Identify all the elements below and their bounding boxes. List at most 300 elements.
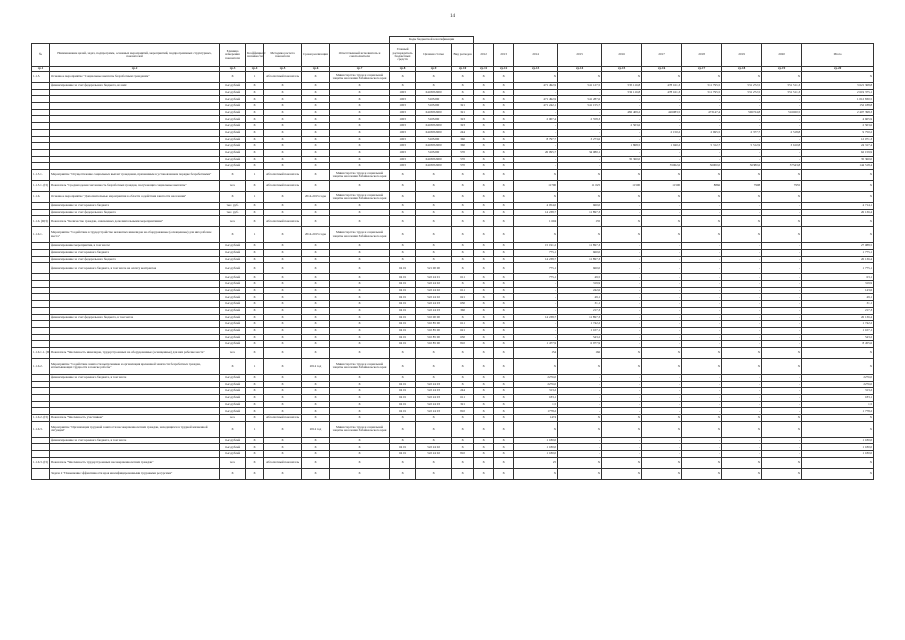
column-index: гр.4: [246, 67, 264, 72]
table-cell: -: [602, 321, 642, 328]
table-cell: [50, 143, 220, 150]
table-cell: тыс.рублей: [220, 89, 246, 96]
table-cell: 319,9: [558, 281, 602, 288]
table-cell: X: [494, 281, 514, 288]
table-cell: -: [558, 388, 602, 395]
table-cell: -: [722, 281, 762, 288]
table-cell: -: [602, 301, 642, 308]
table-cell: 26 136,4: [802, 209, 874, 216]
table-cell: тыс.рублей: [220, 307, 246, 314]
table-row: [32, 116, 874, 123]
table-cell: X: [246, 415, 264, 422]
table-body: [32, 72, 874, 480]
table-row: [32, 216, 874, 227]
table-cell: X: [514, 191, 558, 202]
table-cell: 11 897,3: [558, 209, 602, 216]
table-cell: 1.1.5.: [32, 72, 50, 83]
table-cell: X: [474, 216, 494, 227]
table-cell: [50, 395, 220, 402]
table-cell: тыс.рублей: [220, 250, 246, 257]
table-cell: 2 558,3: [558, 116, 602, 123]
table-cell: -: [602, 437, 642, 444]
table-cell: 6418052900: [416, 143, 452, 150]
table-cell: -: [722, 314, 762, 321]
table-cell: -: [602, 294, 642, 301]
table-cell: X: [474, 415, 494, 422]
table-cell: 04 01: [390, 395, 416, 402]
table-cell: X: [330, 437, 390, 444]
table-cell: [32, 401, 50, 408]
table-cell: 1: [246, 358, 264, 374]
table-cell: [32, 444, 50, 451]
table-cell: Мероприятие "Содействие в трудоустройстве незанятых инвалидов на оборудованные (оснащенные) для них рабочие места": [50, 227, 220, 243]
table-cell: 471 492,9: [514, 83, 558, 90]
table-cell: -: [722, 381, 762, 388]
page-number: 14: [450, 14, 455, 19]
table-cell: 360: [452, 307, 474, 314]
table-cell: X: [390, 243, 416, 250]
table-cell: X: [264, 388, 302, 395]
table-cell: X: [802, 457, 874, 468]
table-cell: -: [642, 444, 682, 451]
table-cell: X: [602, 421, 642, 437]
table-cell: X: [474, 395, 494, 402]
column-index: гр.12: [494, 67, 514, 72]
budget-codes-header: Коды бюджетной классификации: [390, 37, 474, 44]
table-cell: -: [722, 301, 762, 308]
table-cell: X: [722, 227, 762, 243]
table-cell: X: [558, 358, 602, 374]
table-cell: 810: [452, 408, 474, 415]
table-cell: 04 01: [390, 327, 416, 334]
table-cell: X: [390, 72, 416, 83]
table-cell: Министерство труда и социальной защиты населения Забайкальского края: [330, 169, 390, 180]
table-cell: -: [682, 202, 722, 209]
table-cell: тыс. руб.: [220, 202, 246, 209]
table-cell: X: [602, 227, 642, 243]
table-row: [32, 281, 874, 288]
table-cell: X: [494, 149, 514, 156]
table-cell: -: [682, 327, 722, 334]
table-cell: X: [494, 83, 514, 90]
table-cell: X: [416, 415, 452, 422]
table-cell: X: [682, 347, 722, 358]
table-cell: тыс.рублей: [220, 96, 246, 103]
table-cell: -: [558, 163, 602, 170]
table-cell: Основное мероприятие "Социальные выплаты безработным гражданам": [50, 72, 220, 83]
table-cell: 6418052900: [416, 109, 452, 116]
table-cell: X: [330, 180, 390, 191]
table-cell: -: [762, 334, 802, 341]
table-cell: X: [330, 129, 390, 136]
table-cell: -: [762, 281, 802, 288]
table-row: [32, 327, 874, 334]
table-cell: [50, 321, 220, 328]
table-cell: -: [558, 143, 602, 150]
table-cell: X: [416, 209, 452, 216]
table-cell: -: [602, 274, 642, 281]
table-cell: 810: [452, 341, 474, 348]
table-cell: 12 071,3: [802, 136, 874, 143]
table-cell: X: [302, 89, 330, 96]
table-cell: -: [558, 408, 602, 415]
table-cell: X: [330, 395, 390, 402]
table-cell: -: [722, 444, 762, 451]
table-cell: X: [494, 327, 514, 334]
column-header: Сроки реализации: [302, 44, 330, 67]
table-cell: 1.1.5.1.: [32, 169, 50, 180]
table-cell: X: [302, 103, 330, 110]
table-cell: 510 00 00: [416, 314, 452, 321]
table-cell: X: [494, 341, 514, 348]
table-cell: 166: [558, 347, 602, 358]
table-cell: X: [330, 123, 390, 130]
table-cell: X: [682, 415, 722, 422]
table-cell: -: [642, 116, 682, 123]
table-cell: Абсолютный показатель: [264, 180, 302, 191]
table-cell: X: [802, 358, 874, 374]
table-cell: 360: [452, 143, 474, 150]
table-cell: 6418052900: [416, 129, 452, 136]
table-cell: X: [330, 314, 390, 321]
table-cell: -: [722, 307, 762, 314]
table-row: [32, 227, 874, 243]
table-cell: Мероприятие "Осуществление социальных выплат гражданам, признанным в установленном порядке безработными": [50, 169, 220, 180]
table-cell: 2014 год: [302, 421, 330, 437]
table-cell: 1 477,9: [514, 341, 558, 348]
table-cell: [50, 156, 220, 163]
table-cell: X: [474, 374, 494, 381]
table-cell: 8866: [682, 180, 722, 191]
table-cell: X: [246, 256, 264, 263]
table-cell: X: [494, 96, 514, 103]
table-cell: 04 01: [390, 408, 416, 415]
table-cell: чел.: [220, 415, 246, 422]
table-cell: 2 695,5: [682, 129, 722, 136]
table-cell: X: [390, 468, 416, 479]
table-cell: -: [602, 149, 642, 156]
table-cell: X: [642, 468, 682, 479]
table-cell: X: [602, 358, 642, 374]
table-cell: 1 868,5: [602, 143, 642, 150]
table-cell: X: [246, 395, 264, 402]
table-cell: 660,0: [558, 263, 602, 274]
table-cell: 1: [246, 72, 264, 83]
table-cell: -: [682, 209, 722, 216]
table-cell: X: [302, 116, 330, 123]
table-cell: тыс.рублей: [220, 451, 246, 458]
table-cell: X: [246, 83, 264, 90]
table-cell: [32, 243, 50, 250]
table-cell: -: [514, 301, 558, 308]
table-cell: 775,1: [514, 250, 558, 257]
table-row: [32, 129, 874, 136]
table-cell: X: [452, 216, 474, 227]
table-cell: X: [682, 72, 722, 83]
table-cell: 516020,5: [762, 109, 802, 116]
table-cell: X: [246, 307, 264, 314]
column-index: гр.1: [32, 67, 50, 72]
table-cell: [50, 341, 220, 348]
table-cell: X: [474, 263, 494, 274]
table-cell: -: [558, 89, 602, 96]
table-cell: X: [642, 358, 682, 374]
table-cell: -: [722, 116, 762, 123]
table-cell: 37543,8: [762, 163, 802, 170]
table-cell: X: [452, 314, 474, 321]
table-cell: -: [762, 401, 802, 408]
table-cell: X: [246, 381, 264, 388]
table-cell: -: [682, 301, 722, 308]
table-cell: 510 85 00: [416, 321, 452, 328]
table-cell: X: [474, 109, 494, 116]
table-cell: -: [682, 274, 722, 281]
column-index: гр.13: [514, 67, 558, 72]
table-cell: X: [330, 96, 390, 103]
table-cell: X: [722, 169, 762, 180]
table-cell: Абсолютный показатель: [264, 72, 302, 83]
column-index: гр.16: [642, 67, 682, 72]
table-row: [32, 381, 874, 388]
table-cell: 1 180,0: [802, 437, 874, 444]
table-cell: -: [642, 96, 682, 103]
table-cell: X: [302, 457, 330, 468]
table-cell: [32, 341, 50, 348]
table-cell: X: [302, 287, 330, 294]
table-cell: X: [452, 191, 474, 202]
table-cell: [32, 250, 50, 257]
table-cell: X: [246, 457, 264, 468]
table-cell: -: [642, 451, 682, 458]
table-cell: X: [452, 72, 474, 83]
table-cell: 522 24 03: [416, 301, 452, 308]
table-cell: 14 238,7: [514, 256, 558, 263]
table-cell: -: [602, 136, 642, 143]
table-cell: 183,1: [802, 395, 874, 402]
table-cell: X: [330, 401, 390, 408]
table-cell: X: [602, 216, 642, 227]
table-cell: X: [416, 180, 452, 191]
table-cell: -: [682, 451, 722, 458]
table-cell: X: [642, 457, 682, 468]
table-cell: X: [302, 163, 330, 170]
table-cell: Министерство труда и социальной защиты населения Забайкальского края: [330, 72, 390, 83]
table-cell: -: [762, 327, 802, 334]
table-cell: X: [494, 256, 514, 263]
table-cell: -: [722, 437, 762, 444]
table-cell: X: [246, 109, 264, 116]
table-cell: X: [302, 374, 330, 381]
table-cell: X: [264, 341, 302, 348]
table-cell: -: [642, 388, 682, 395]
table-cell: X: [264, 321, 302, 328]
table-cell: 1003: [390, 149, 416, 156]
table-cell: X: [474, 327, 494, 334]
table-cell: X: [330, 103, 390, 110]
table-cell: -: [602, 243, 642, 250]
table-cell: X: [416, 243, 452, 250]
table-cell: 541 127,5: [558, 83, 602, 90]
column-header: 2020: [762, 44, 802, 67]
table-cell: 1 180,0: [514, 451, 558, 458]
table-cell: X: [474, 358, 494, 374]
table-row: [32, 143, 874, 150]
table-row: [32, 89, 874, 96]
table-cell: 1 604: [514, 216, 558, 227]
table-cell: X: [246, 374, 264, 381]
table-cell: 5105290: [416, 116, 452, 123]
table-cell: -: [642, 274, 682, 281]
table-cell: X: [302, 401, 330, 408]
table-cell: 1.1.6.1.: [32, 227, 50, 243]
table-cell: X: [390, 347, 416, 358]
table-cell: 7955: [762, 180, 802, 191]
table-cell: X: [302, 381, 330, 388]
table-cell: X: [264, 156, 302, 163]
table-row: [32, 123, 874, 130]
column-index: гр.15: [602, 67, 642, 72]
table-cell: -: [682, 156, 722, 163]
table-cell: Показатель "Численность инвалидов, трудоустроенных на оборудованные (оснащенные) для них рабочие места": [50, 347, 220, 358]
table-cell: -: [682, 116, 722, 123]
table-cell: -: [558, 451, 602, 458]
column-header: 2018: [682, 44, 722, 67]
table-cell: 1003: [390, 136, 416, 143]
table-cell: 1 180,0: [802, 444, 874, 451]
table-cell: -: [558, 401, 602, 408]
table-cell: 321: [452, 109, 474, 116]
column-header: Коэффициент значимости: [246, 44, 264, 67]
table-cell: X: [264, 401, 302, 408]
table-cell: 4 054,0: [514, 202, 558, 209]
column-index: гр.14: [558, 67, 602, 72]
table-cell: X: [474, 180, 494, 191]
table-cell: [50, 451, 220, 458]
table-cell: X: [264, 314, 302, 321]
table-cell: -: [762, 250, 802, 257]
table-cell: тыс.рублей: [220, 136, 246, 143]
table-cell: 522 24 03: [416, 307, 452, 314]
table-cell: -: [602, 451, 642, 458]
table-cell: 11500: [642, 180, 682, 191]
table-cell: X: [474, 468, 494, 479]
table-cell: -: [762, 263, 802, 274]
table-cell: X: [494, 123, 514, 130]
table-cell: X: [264, 334, 302, 341]
table-cell: X: [802, 421, 874, 437]
table-cell: тыс.рублей: [220, 274, 246, 281]
table-cell: X: [264, 381, 302, 388]
table-cell: [50, 89, 220, 96]
table-cell: X: [494, 347, 514, 358]
table-cell: 04 01: [390, 263, 416, 274]
table-cell: [32, 301, 50, 308]
table-cell: X: [246, 250, 264, 257]
table-cell: -: [602, 202, 642, 209]
table-cell: -: [682, 294, 722, 301]
table-cell: X: [494, 72, 514, 83]
table-cell: 1: [246, 191, 264, 202]
table-cell: 15 191,2: [514, 243, 558, 250]
table-cell: [32, 156, 50, 163]
table-cell: 242,6: [558, 287, 602, 294]
table-cell: финансирование за счет краевого бюджета, в том числе: [50, 437, 220, 444]
table-cell: Министерство труда и социальной защиты населения Забайкальского края: [330, 358, 390, 374]
table-cell: 611: [452, 321, 474, 328]
table-cell: -: [762, 103, 802, 110]
table-cell: -: [762, 136, 802, 143]
table-cell: 1 742,2: [558, 321, 602, 328]
table-cell: X: [452, 437, 474, 444]
table-cell: X: [416, 250, 452, 257]
table-cell: 11 025: [558, 180, 602, 191]
table-row: [32, 72, 874, 83]
table-cell: X: [264, 143, 302, 150]
table-row: [32, 169, 874, 180]
table-cell: -: [682, 395, 722, 402]
table-cell: 26 136,4: [802, 256, 874, 263]
table-cell: X: [246, 156, 264, 163]
table-cell: X: [474, 314, 494, 321]
table-cell: X: [494, 191, 514, 202]
table-cell: -: [762, 408, 802, 415]
table-cell: X: [602, 457, 642, 468]
table-cell: -: [762, 96, 802, 103]
table-cell: -: [558, 381, 602, 388]
table-cell: X: [330, 381, 390, 388]
table-cell: X: [602, 72, 642, 83]
table-cell: X: [246, 143, 264, 150]
table-cell: X: [474, 421, 494, 437]
table-cell: [32, 374, 50, 381]
column-header: Итого: [802, 44, 874, 67]
table-cell: X: [558, 457, 602, 468]
table-cell: -: [762, 301, 802, 308]
table-cell: тыс.рублей: [220, 109, 246, 116]
table-cell: 2014-2015 годы: [302, 191, 330, 202]
table-row: [32, 395, 874, 402]
table-cell: X: [602, 169, 642, 180]
table-cell: чел.: [220, 457, 246, 468]
table-cell: X: [302, 301, 330, 308]
table-cell: Мероприятие "Содействие занятости выпускников и организация временной занятости безработных граждан, испытывающих трудности в поиске работы": [50, 358, 220, 374]
table-cell: X: [474, 149, 494, 156]
table-cell: X: [302, 388, 330, 395]
table-cell: 471 242,1: [514, 103, 558, 110]
column-header: 2013: [494, 44, 514, 67]
table-cell: 1 180,0: [514, 437, 558, 444]
table-cell: -: [682, 136, 722, 143]
table-cell: X: [558, 227, 602, 243]
table-cell: X: [474, 256, 494, 263]
table-cell: -: [642, 321, 682, 328]
table-cell: X: [452, 374, 474, 381]
table-cell: X: [494, 301, 514, 308]
table-cell: X: [390, 227, 416, 243]
table-cell: X: [416, 358, 452, 374]
table-cell: -: [642, 395, 682, 402]
table-cell: 5105290: [416, 136, 452, 143]
table-row: [32, 256, 874, 263]
table-cell: -: [682, 408, 722, 415]
column-header: 2019: [722, 44, 762, 67]
table-cell: X: [246, 263, 264, 274]
table-cell: X: [474, 281, 494, 288]
table-cell: X: [246, 334, 264, 341]
table-cell: X: [264, 163, 302, 170]
table-cell: -: [722, 341, 762, 348]
table-cell: -: [722, 274, 762, 281]
